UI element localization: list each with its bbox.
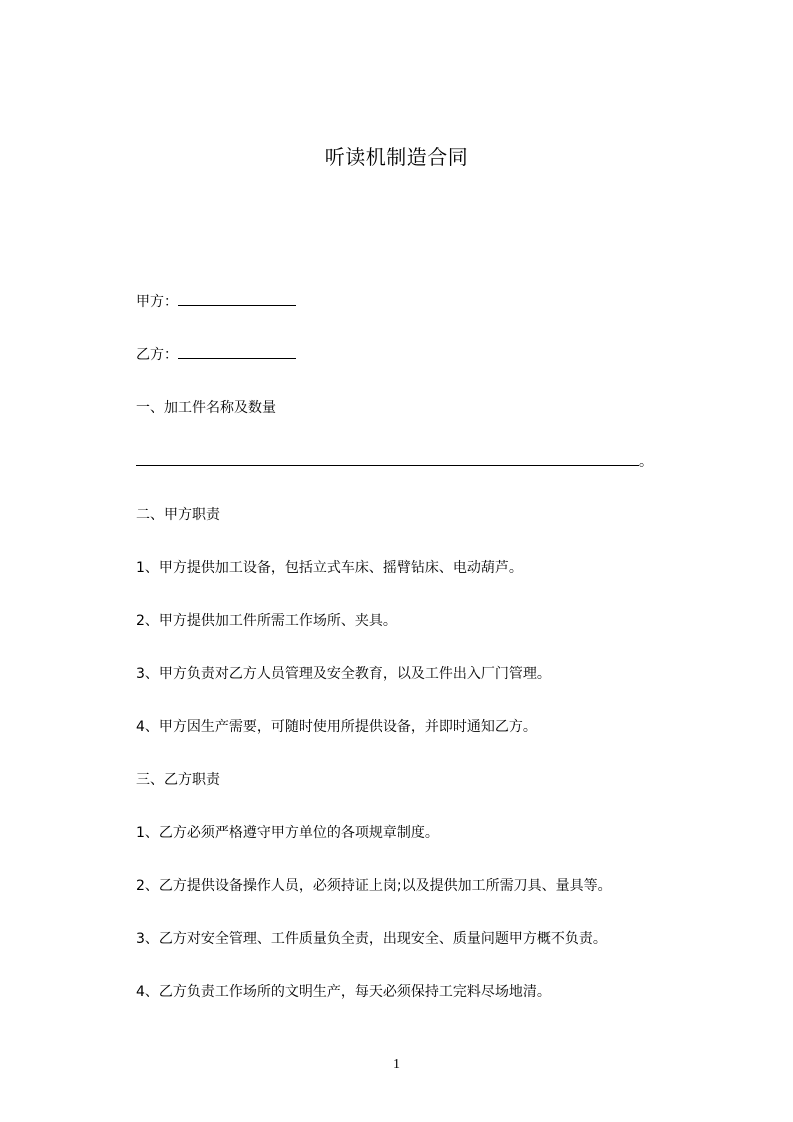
- document-title: 听读机制造合同: [324, 145, 469, 169]
- section3-item-2: 2、乙方提供设备操作人员，必须持证上岗;以及提供加工所需刀具、量具等。: [136, 878, 612, 894]
- section2-heading: 二、甲方职责: [136, 507, 220, 523]
- section3-item-3: 3、乙方对安全管理、工件质量负全责，出现安全、质量问题甲方概不负责。: [136, 931, 607, 947]
- section3-heading: 三、乙方职责: [136, 772, 220, 788]
- section2-item-3: 3、甲方负责对乙方人员管理及安全教育，以及工件出入厂门管理。: [136, 666, 551, 682]
- page-number: 1: [393, 1057, 400, 1072]
- party-b-blank: [178, 344, 296, 359]
- section1-heading: 一、加工件名称及数量: [136, 400, 276, 416]
- party-a-blank: [178, 291, 296, 306]
- section2-item-2: 2、甲方提供加工件所需工作场所、夹具。: [136, 613, 397, 629]
- party-b-label: 乙方：: [136, 347, 178, 363]
- section1-fill-line: [136, 451, 653, 472]
- party-a-label: 甲方：: [136, 294, 178, 310]
- section3-item-1: 1、乙方必须严格遵守甲方单位的各项规章制度。: [136, 825, 439, 841]
- section2-item-1: 1、甲方提供加工设备，包括立式车床、摇臂钻床、电动葫芦。: [136, 560, 523, 576]
- section1-blank: [136, 451, 639, 466]
- section2-item-4: 4、甲方因生产需要，可随时使用所提供设备，并即时通知乙方。: [136, 719, 537, 735]
- party-a-line: [136, 291, 296, 312]
- section1-end-mark: 。: [639, 454, 653, 470]
- party-b-line: [136, 344, 296, 365]
- section3-item-4: 4、乙方负责工作场所的文明生产，每天必须保持工完料尽场地清。: [136, 984, 551, 1000]
